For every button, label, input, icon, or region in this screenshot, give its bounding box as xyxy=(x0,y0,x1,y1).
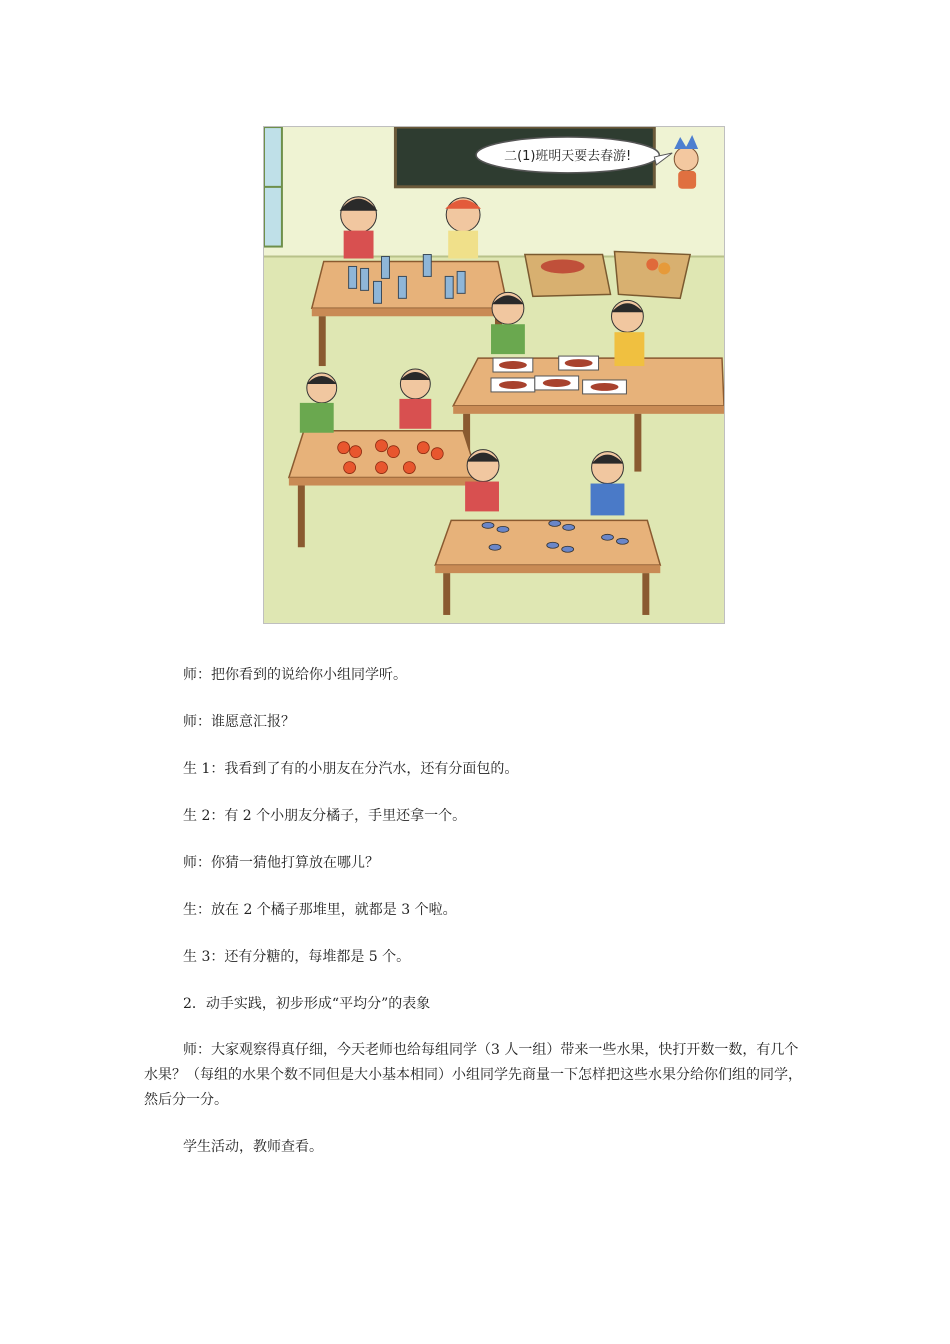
line-student-3: 生 3：还有分糖的，每堆都是 5 个。 xyxy=(183,949,411,965)
line-teacher-guess: 师：你猜一猜他打算放在哪儿？ xyxy=(183,855,379,871)
line-teacher-report: 师：谁愿意汇报？ xyxy=(183,714,295,730)
classroom-illustration xyxy=(263,126,725,624)
board-text: 二(1)班明天要去春游! xyxy=(504,148,632,164)
line-teacher-share: 师：把你看到的说给你小组同学听。 xyxy=(183,667,407,683)
mascot xyxy=(674,147,698,171)
line-activity: 学生活动，教师查看。 xyxy=(183,1139,323,1155)
line-teacher-instruction: 师：大家观察得真仔细，今天老师也给每组同学（3 人一组）带来一些水果，快打开数一数，有几个水果？（每组的水果个数不同但是大小基本相同）小组同学先商量一下怎样把这些水果分给你们组的同学，然后分一分。 xyxy=(144,1042,802,1108)
line-student-2: 生 2：有 2 个小朋友分橘子，手里还拿一个。 xyxy=(183,808,467,824)
line-student-1: 生 1：我看到了有的小朋友在分汽水，还有分面包的。 xyxy=(183,761,519,777)
section-heading: 2．动手实践，初步形成“平均分”的表象 xyxy=(183,996,431,1012)
line-student-answer: 生：放在 2 个橘子那堆里，就都是 3 个啦。 xyxy=(183,902,457,918)
